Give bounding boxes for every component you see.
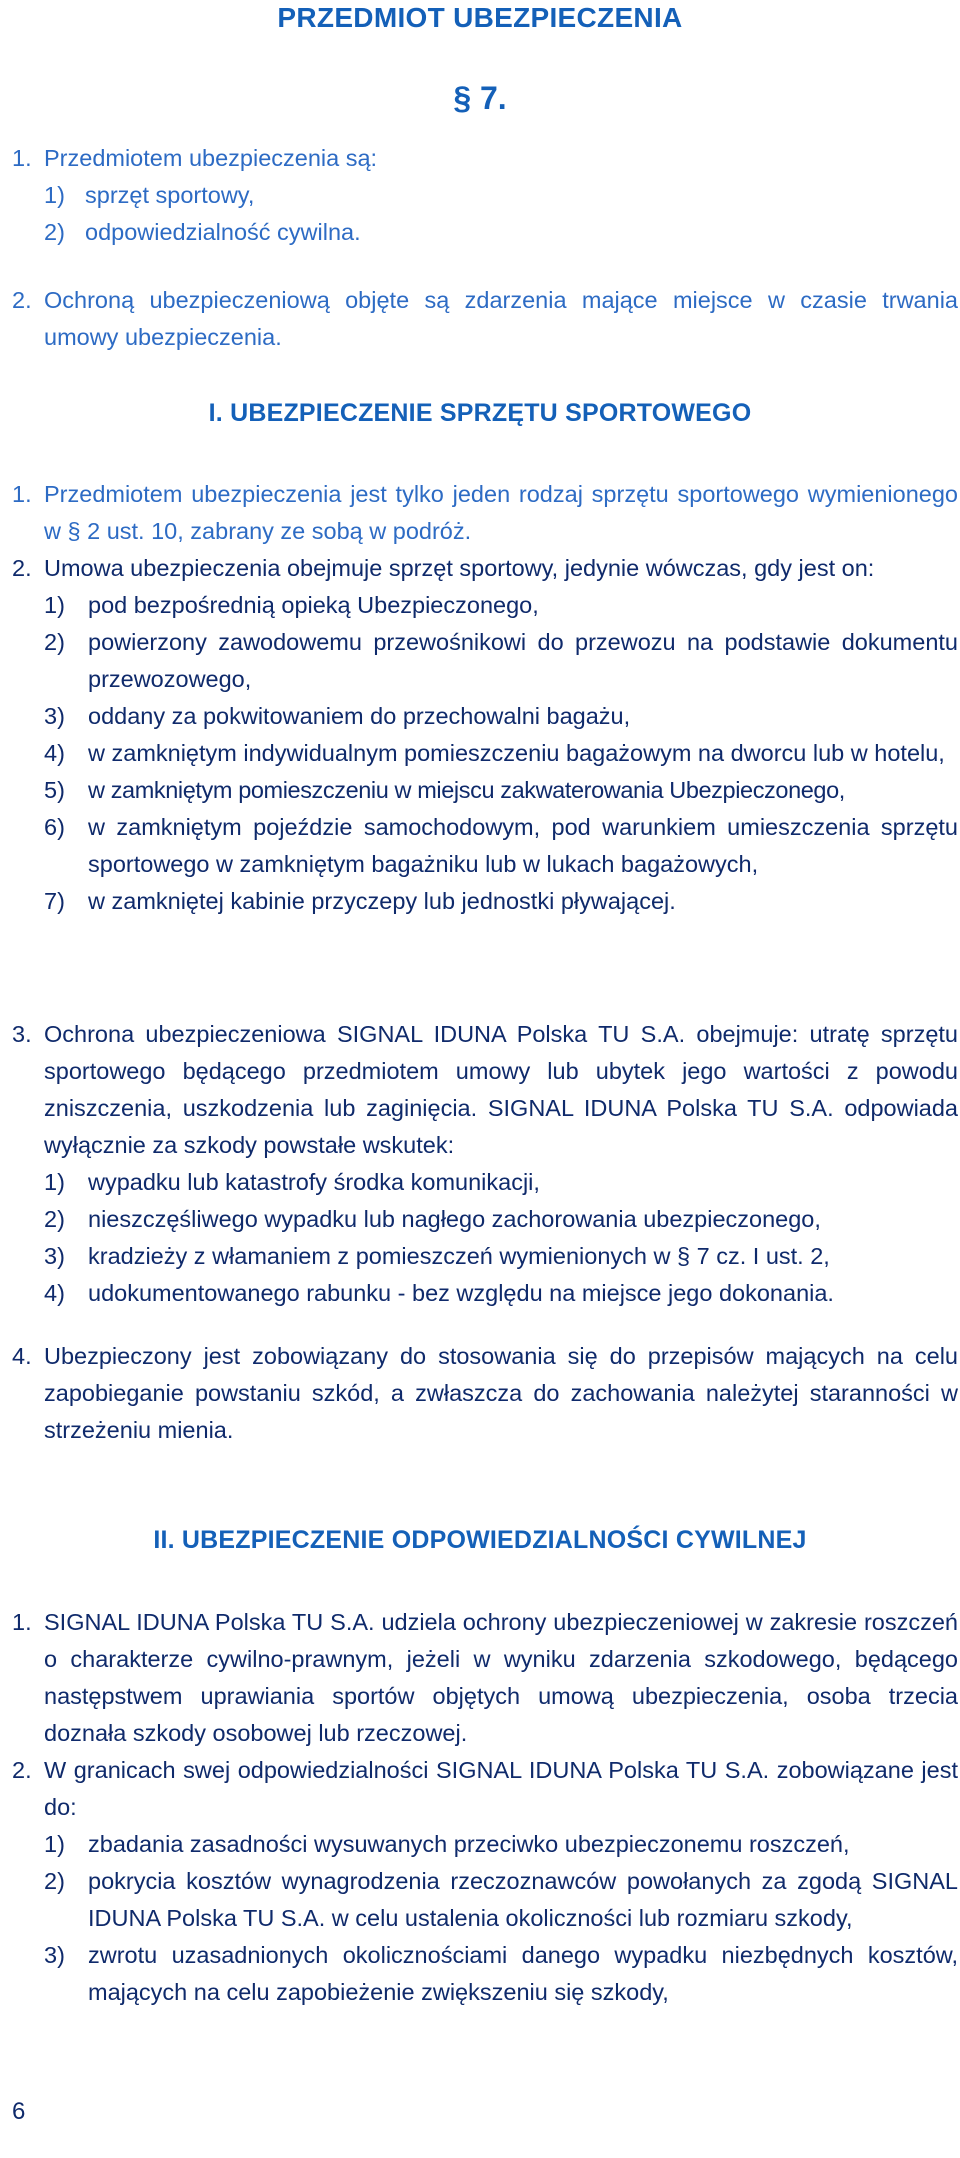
list-item: 3) kradzieży z włamaniem z pomieszczeń wymienionych w § 7 cz. I ust. 2, — [44, 1243, 830, 1269]
page-number: 6 — [12, 2098, 26, 2125]
intro-item-1: 1) sprzęt sportowy, — [44, 182, 255, 208]
list-item: 7) w zamkniętej kabinie przyczepy lub jednostki pływającej. — [44, 888, 676, 914]
list-item: 3) oddany za pokwitowaniem do przechowalni bagażu, — [44, 703, 631, 729]
page-title: PRZEDMIOT UBEZPIECZENIA — [277, 2, 683, 33]
list-item: 4) udokumentowanego rabunku - bez względu na miejsce jego dokonania. — [44, 1280, 834, 1306]
section-2-title: II. UBEZPIECZENIE ODPOWIEDZIALNOŚCI CYWILNEJ — [153, 1526, 807, 1554]
paragraph-mark: § 7. — [453, 80, 507, 116]
section-1-point-4: 4. Ubezpieczony jest zobowiązany do stosowania się do przepisów mających na celu zapobieganie powstaniu szkód, a zwłaszcza do zachowania należytej staranności w strzeżeniu mienia. — [12, 1343, 958, 1443]
list-item: 6) w zamkniętym pojeździe samochodowym, pod warunkiem umieszczenia sprzętu sportowego w zamkniętym bagażniku lub w lukach bagażowych, — [44, 814, 958, 877]
section-1-point-3: 3. Ochrona ubezpieczeniowa SIGNAL IDUNA Polska TU S.A. obejmuje: utratę sprzętu sportowego będącego przedmiotem umowy lub ubytek jego wartości z powodu zniszczenia, uszkodzenia lub zaginięcia. SIGNAL IDUNA Polska TU S.A. odpowiada wyłącznie za szkody powstałe wskutek: 1) wypadku lub katastrofy środka komunikacji, 2) nieszczęśliwego wypadku lub nagłego zachorowania ubezpieczonego, 3) kradzieży z włamaniem z pomieszczeń wymienionych w § 7 cz. I ust. 2, 4) udokumentowanego rabunku - bez względu na miejsce jego dokonania. — [12, 1016, 958, 1312]
section-1-point-2: 2. Umowa ubezpieczenia obejmuje sprzęt sportowy, jedynie wówczas, gdy jest on: 1) pod bezpośrednią opieką Ubezpieczonego, 2) powierzony zawodowemu przewośnikowi do przewozu na podstawie dokumentu przewozowego, 3) oddany za pokwitowaniem do przechowalni bagażu, 4) w zamkniętym indywidualnym pomieszczeniu bagażowym na dworcu lub w hotelu, 5) w zamkniętym pomieszczeniu w miejscu zakwaterowania Ubezpieczonego, 6) w zamkniętym pojeździe samochodowym, pod warunkiem umieszczenia sprzętu sportowego w zamkniętym bagażniku lub w lukach bagażowych, 7) w zamkniętej kabinie przyczepy lub jednostki pływającej. — [12, 550, 958, 920]
list-item: 4) w zamkniętym indywidualnym pomieszczeniu bagażowym na dworcu lub w hotelu, — [44, 740, 945, 766]
list-item: 2) pokrycia kosztów wynagrodzenia rzeczoznawców powołanych za zgodą SIGNAL IDUNA Polska TU S.A. w celu ustalenia okoliczności lub rozmiaru szkody, — [44, 1868, 958, 1931]
intro-item-2: 2) odpowiedzialność cywilna. — [44, 219, 361, 245]
list-item: 2) powierzony zawodowemu przewośnikowi do przewozu na podstawie dokumentu przewozowego, — [44, 629, 958, 692]
list-item: 1) pod bezpośrednią opieką Ubezpieczonego, — [44, 592, 539, 618]
list-item: 1) zbadania zasadności wysuwanych przeciwko ubezpieczonemu roszczeń, — [44, 1831, 850, 1857]
section-1-title: I. UBEZPIECZENIE SPRZĘTU SPORTOWEGO — [208, 399, 752, 427]
intro-point-2: 2. Ochroną ubezpieczeniową objęte są zdarzenia mające miejsce w czasie trwania umowy ubezpieczenia. — [12, 287, 958, 350]
intro-block — [12, 140, 958, 251]
list-item: 3) zwrotu uzasadnionych okolicznościami danego wypadku niezbędnych kosztów, mających na celu zapobieżenie zwiększeniu się szkody, — [44, 1942, 958, 2005]
list-item: 2) nieszczęśliwego wypadku lub nagłego zachorowania ubezpieczonego, — [44, 1206, 821, 1232]
list-item: 5) w zamkniętym pomieszczeniu w miejscu zakwaterowania Ubezpieczonego, — [44, 777, 845, 803]
list-item: 1) wypadku lub katastrofy środka komunikacji, — [44, 1169, 540, 1195]
section-2-point-2: 2. W granicach swej odpowiedzialności SIGNAL IDUNA Polska TU S.A. zobowiązane jest do: 1) zbadania zasadności wysuwanych przeciwko ubezpieczonemu roszczeń, 2) pokrycia kosztów wynagrodzenia rzeczoznawców powołanych za zgodą SIGNAL IDUNA Polska TU S.A. w celu ustalenia okoliczności lub rozmiaru szkody, 3) zwrotu uzasadnionych okolicznościami danego wypadku niezbędnych kosztów, mających na celu zapobieżenie zwiększeniu się szkody, — [12, 1752, 958, 2011]
intro-point-1: 1. Przedmiotem ubezpieczenia są: — [12, 145, 378, 171]
section-2-point-1: 1. SIGNAL IDUNA Polska TU S.A. udziela ochrony ubezpieczeniowej w zakresie roszczeń o charakterze cywilno-prawnym, jeżeli w wyniku zdarzenia szkodowego, będącego następstwem uprawiania sportów objętych umową ubezpieczenia, osoba trzecia doznała szkody osobowej lub rzeczowej. — [12, 1609, 958, 1746]
section-1-point-1: 1. Przedmiotem ubezpieczenia jest tylko jeden rodzaj sprzętu sportowego wymienionego w § 2 ust. 10, zabrany ze sobą w podróż. — [12, 481, 958, 544]
